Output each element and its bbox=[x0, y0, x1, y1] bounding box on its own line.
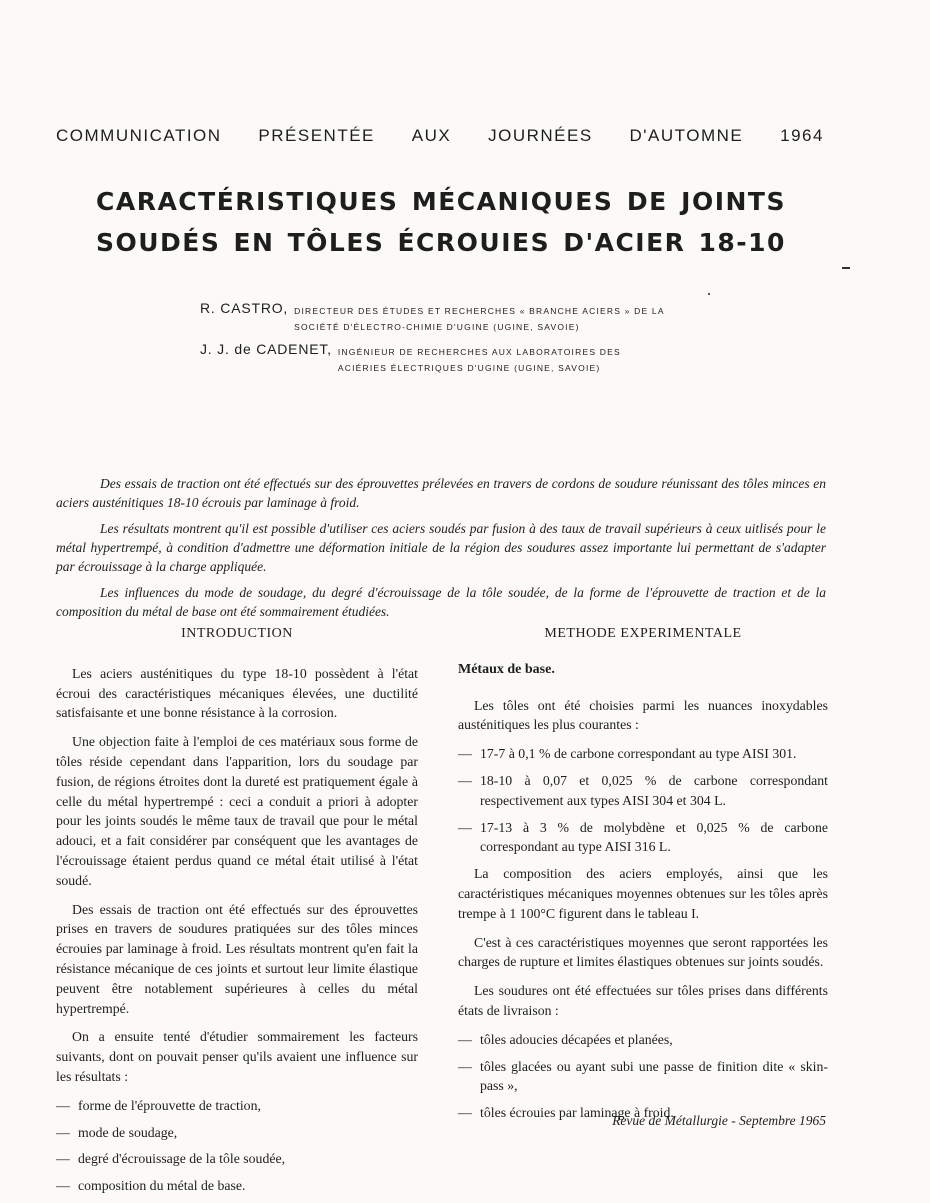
body-paragraph: Les tôles ont été choisies parmi les nuances inoxydables austénitiques les plus courantes : bbox=[458, 697, 828, 733]
conference-header bbox=[56, 126, 824, 146]
abstract-paragraph: Les résultats montrent qu'il est possible d'utiliser ces aciers soudés par fusion à des taux de travail supérieurs à ceux uitlisés pour le métal hypertrempé, à condition d'admettre une déformation initiale de la région des soudures assez importante lui permettant de s'adapter par écrouissage à la charge appliquée. bbox=[56, 521, 826, 574]
body-paragraph: On a ensuite tenté d'étudier sommairement les facteurs suivants, dont on pouvait penser qu'ils avaient une influence sur les résultats : bbox=[56, 1029, 418, 1084]
list-item bbox=[458, 1057, 828, 1097]
left-column bbox=[56, 624, 418, 1203]
header-word: AUX bbox=[411, 126, 452, 145]
title-word: DE bbox=[626, 187, 668, 216]
author-entry bbox=[200, 341, 670, 376]
author-list bbox=[200, 300, 670, 382]
list-item-text: 18-10 à 0,07 et 0,025 % de carbone correspondant respectivement aux types AISI 304 et 304 L. bbox=[480, 772, 828, 808]
scan-mark bbox=[708, 293, 710, 295]
list-item-text: 17-13 à 3 % de molybdène et 0,025 % de carbone correspondant au type AISI 316 L. bbox=[480, 819, 828, 855]
list-item bbox=[458, 771, 828, 811]
list-item bbox=[56, 1096, 418, 1116]
abstract bbox=[56, 474, 826, 628]
author-affiliation: DIRECTEUR DES ÉTUDES ET RECHERCHES « BRANCHE ACIERS » DE LA SOCIÉTÉ D'ÉLECTRO-CHIMIE D'UGINE (UGINE, SAVOIE) bbox=[294, 306, 665, 332]
header-word: D'AUTOMNE bbox=[629, 126, 744, 145]
title-word: MÉCANIQUES bbox=[411, 187, 614, 216]
body-paragraph: La composition des aciers employés, ainsi que les caractéristiques mécaniques moyennes obtenues sur les tôles après trempe à 1 100°C figurent dans le tableau I. bbox=[458, 866, 828, 921]
list-item-text: forme de l'éprouvette de traction, bbox=[78, 1097, 261, 1113]
header-word: PRÉSENTÉE bbox=[258, 126, 375, 145]
dash-marker: — bbox=[458, 772, 472, 788]
header-word: JOURNÉES bbox=[488, 126, 593, 145]
list-item-text: tôles adoucies décapées et planées, bbox=[480, 1031, 673, 1047]
abstract-paragraph: Des essais de traction ont été effectués sur des éprouvettes prélevées en travers de cordons de soudure réunissant des tôles minces en aciers austénitiques 18-10 écrouis par laminage à froid. bbox=[56, 476, 826, 510]
body-paragraph: C'est à ces caractéristiques moyennes que seront rapportées les charges de rupture et limites élastiques obtenues sur joints soudés. bbox=[458, 934, 828, 970]
list-item-text: degré d'écrouissage de la tôle soudée, bbox=[78, 1151, 286, 1167]
list-item-text: composition du métal de base. bbox=[78, 1178, 246, 1194]
title-word: 18-10 bbox=[698, 228, 786, 257]
title-word: TÔLES bbox=[287, 228, 385, 257]
subsection-heading: Métaux de base. bbox=[458, 661, 555, 677]
list-item bbox=[458, 744, 828, 764]
body-paragraph: Les aciers austénitiques du type 18-10 possèdent à l'état écroui des caractéristiques mécaniques élevées, une ductilité satisfaisante et une bonne résistance à la corrosion. bbox=[56, 665, 418, 721]
dash-marker: — bbox=[458, 1031, 472, 1047]
body-paragraph: Des essais de traction ont été effectués sur des éprouvettes prises en travers de soudures pratiquées sur des tôles minces écrouies par laminage à froid. Les résultats montrent qu'en fait la résistance mécanique de ces joints et surtout leur limite élastique peuvent être notablement supérieures à celles du métal hypertrempé. bbox=[56, 901, 418, 1016]
dash-marker: — bbox=[458, 746, 472, 762]
scan-mark bbox=[842, 267, 850, 269]
list-item bbox=[458, 1030, 828, 1050]
dash-marker: — bbox=[56, 1178, 70, 1194]
journal-footer: Revue de Métallurgie - Septembre 1965 bbox=[612, 1113, 826, 1128]
list-item-text: tôles écrouies par laminage à froid. bbox=[480, 1105, 674, 1121]
header-word: COMMUNICATION bbox=[56, 126, 222, 145]
dash-marker: — bbox=[458, 1058, 472, 1074]
section-heading: METHODE EXPERIMENTALE bbox=[544, 626, 742, 641]
title-word: CARACTÉRISTIQUES bbox=[96, 187, 399, 216]
list-item bbox=[56, 1149, 418, 1169]
body-paragraph: Les soudures ont été effectuées sur tôles prises dans différents états de livraison : bbox=[458, 983, 828, 1018]
dash-marker: — bbox=[56, 1151, 70, 1167]
header-word: 1964 bbox=[780, 126, 824, 145]
list-item-text: 17-7 à 0,1 % de carbone correspondant au type AISI 301. bbox=[480, 746, 797, 762]
dash-marker: — bbox=[458, 1105, 472, 1121]
dash-marker: — bbox=[56, 1097, 70, 1113]
author-name: J. J. de CADENET, bbox=[200, 341, 332, 357]
list-item-text: mode de soudage, bbox=[78, 1124, 178, 1140]
abstract-paragraph: Les influences du mode de soudage, du degré d'écrouissage de la tôle soudée, de la forme de l'éprouvette de traction et de la composition du métal de base ont été sommairement étudiées. bbox=[56, 585, 826, 619]
body-paragraph: Une objection faite à l'emploi de ces matériaux sous forme de tôles réside cependant dans l'apparition, lors du soudage par fusion, de régions étroites dont la dureté est pratiquement égale à celle du métal hypertrempé : ceci a conduit a priori à adopter pour les joints soudés le même taux de travail que pour le métal adouci, et a fait considérer par conséquent que les avantages de l'écrouissage étaient perdus quand ce métal était utilisé à l'état soudé. bbox=[56, 734, 418, 888]
list-item bbox=[56, 1123, 418, 1143]
article-title-line-2 bbox=[96, 224, 786, 262]
list-item-text: tôles glacées ou ayant subi une passe de finition dite « skin-pass », bbox=[480, 1058, 828, 1094]
title-word: D'ACIER bbox=[563, 228, 686, 257]
author-entry bbox=[200, 300, 670, 335]
dash-marker: — bbox=[56, 1124, 70, 1140]
dash-marker: — bbox=[458, 819, 472, 835]
section-heading: INTRODUCTION bbox=[181, 626, 293, 641]
list-item bbox=[56, 1176, 418, 1196]
author-name: R. CASTRO, bbox=[200, 300, 289, 316]
article-title-line-1 bbox=[96, 183, 786, 221]
title-word: JOINTS bbox=[681, 187, 786, 216]
title-word: SOUDÉS bbox=[96, 228, 221, 257]
list-item bbox=[458, 818, 828, 858]
title-word: ÉCROUIES bbox=[397, 228, 551, 257]
title-word: EN bbox=[233, 228, 275, 257]
author-affiliation: INGÉNIEUR DE RECHERCHES AUX LABORATOIRES DES ACIÉRIES ÉLECTRIQUES D'UGINE (UGINE, SAVOIE) bbox=[337, 347, 621, 373]
right-column bbox=[458, 624, 828, 1130]
